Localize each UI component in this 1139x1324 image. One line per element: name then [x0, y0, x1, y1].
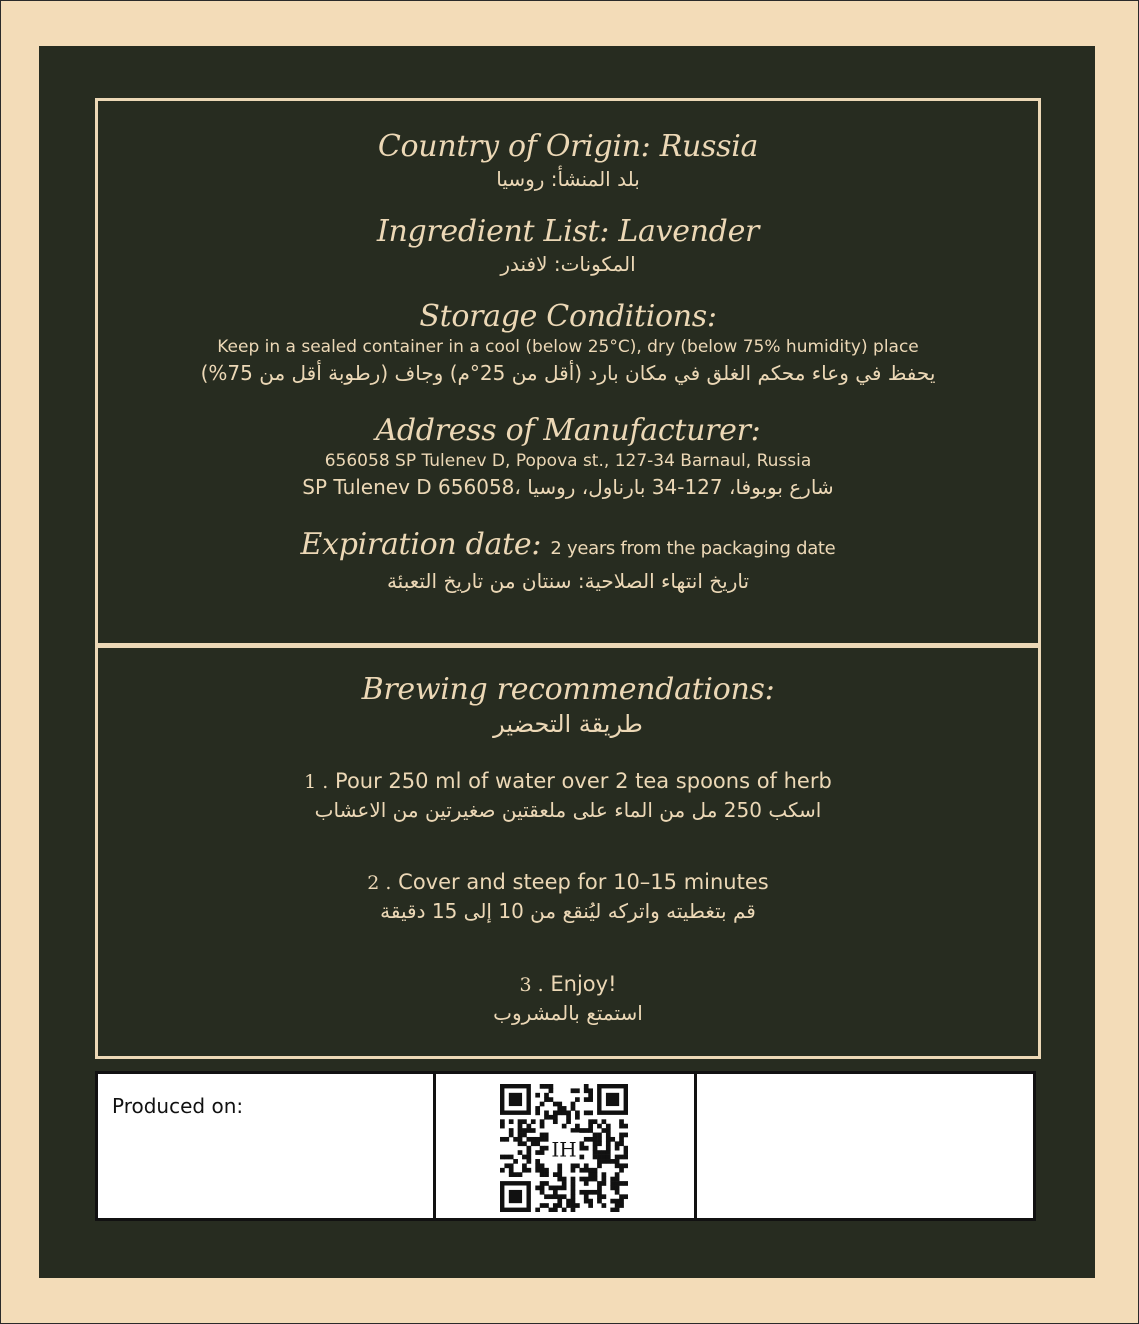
brewing-step — [98, 970, 1038, 1027]
step-text: Enjoy! — [550, 972, 617, 996]
qr-code-cell — [433, 1071, 697, 1221]
step-line — [98, 868, 1038, 897]
address-section — [98, 413, 1038, 501]
expiration-heading: Expiration date: — [300, 527, 542, 562]
address-heading: Address of Manufacturer: — [375, 413, 761, 448]
step-line — [98, 767, 1038, 796]
storage-arabic: يحفظ في وعاء محكم الغلق في مكان بارد (أقل من 25°م) وجاف (رطوبة أقل من 75%) — [200, 361, 936, 385]
step-line — [98, 970, 1038, 999]
storage-heading: Storage Conditions: — [419, 299, 717, 334]
step-number: 1 . — [304, 771, 329, 793]
qr-code[interactable] — [500, 1084, 628, 1212]
storage-section — [98, 299, 1038, 387]
ingredient-arabic: المكونات: لافندر — [500, 252, 636, 276]
step-text: Pour 250 ml of water over 2 tea spoons of herb — [335, 769, 832, 793]
origin-heading: Country of Origin: Russia — [377, 129, 759, 164]
address-english: 656058 SP Tulenev D, Popova st., 127-34 Barnaul, Russia — [324, 451, 812, 471]
step-arabic: استمتع بالمشروب — [493, 1001, 643, 1025]
expiration-section — [98, 527, 1038, 595]
brewing-box — [95, 645, 1041, 1059]
ingredient-heading: Ingredient List: Lavender — [376, 214, 760, 249]
brewing-heading-arabic: طريقة التحضير — [493, 710, 643, 738]
product-info-box — [95, 98, 1041, 646]
ingredient-section — [98, 214, 1038, 278]
step-number: 3 . — [519, 974, 544, 996]
expiration-english: 2 years from the packaging date — [550, 538, 836, 559]
blank-cell — [694, 1071, 1036, 1221]
produced-on-cell[interactable] — [95, 1071, 436, 1221]
produced-on-label: Produced on: — [112, 1094, 244, 1118]
production-table — [95, 1071, 1039, 1221]
brewing-step — [98, 767, 1038, 824]
step-arabic: قم بتغطيته واتركه ليُنقع من 10 إلى 15 دقيقة — [380, 899, 756, 923]
brewing-heading: Brewing recommendations: — [361, 672, 775, 707]
qr-logo-letters: IH — [551, 1137, 577, 1162]
expiration-line — [98, 527, 1038, 567]
address-arabic: شارع بوبوفا، 127-34 بارناول، روسيا ،656058 SP Tulenev D — [302, 475, 834, 499]
origin-arabic: بلد المنشأ: روسيا — [496, 167, 640, 191]
step-arabic: اسكب 250 مل من الماء على ملعقتين صغيرتين من الاعشاب — [314, 798, 822, 822]
qr-code-icon — [500, 1084, 628, 1212]
origin-section — [98, 129, 1038, 193]
step-text: Cover and steep for 10–15 minutes — [398, 870, 769, 894]
expiration-arabic: تاريخ انتهاء الصلاحية: سنتان من تاريخ التعبئة — [386, 569, 750, 593]
step-number: 2 . — [367, 872, 392, 894]
storage-english: Keep in a sealed container in a cool (below 25°C), dry (below 75% humidity) place — [217, 337, 919, 357]
brewing-title — [98, 672, 1038, 740]
brewing-step — [98, 868, 1038, 925]
